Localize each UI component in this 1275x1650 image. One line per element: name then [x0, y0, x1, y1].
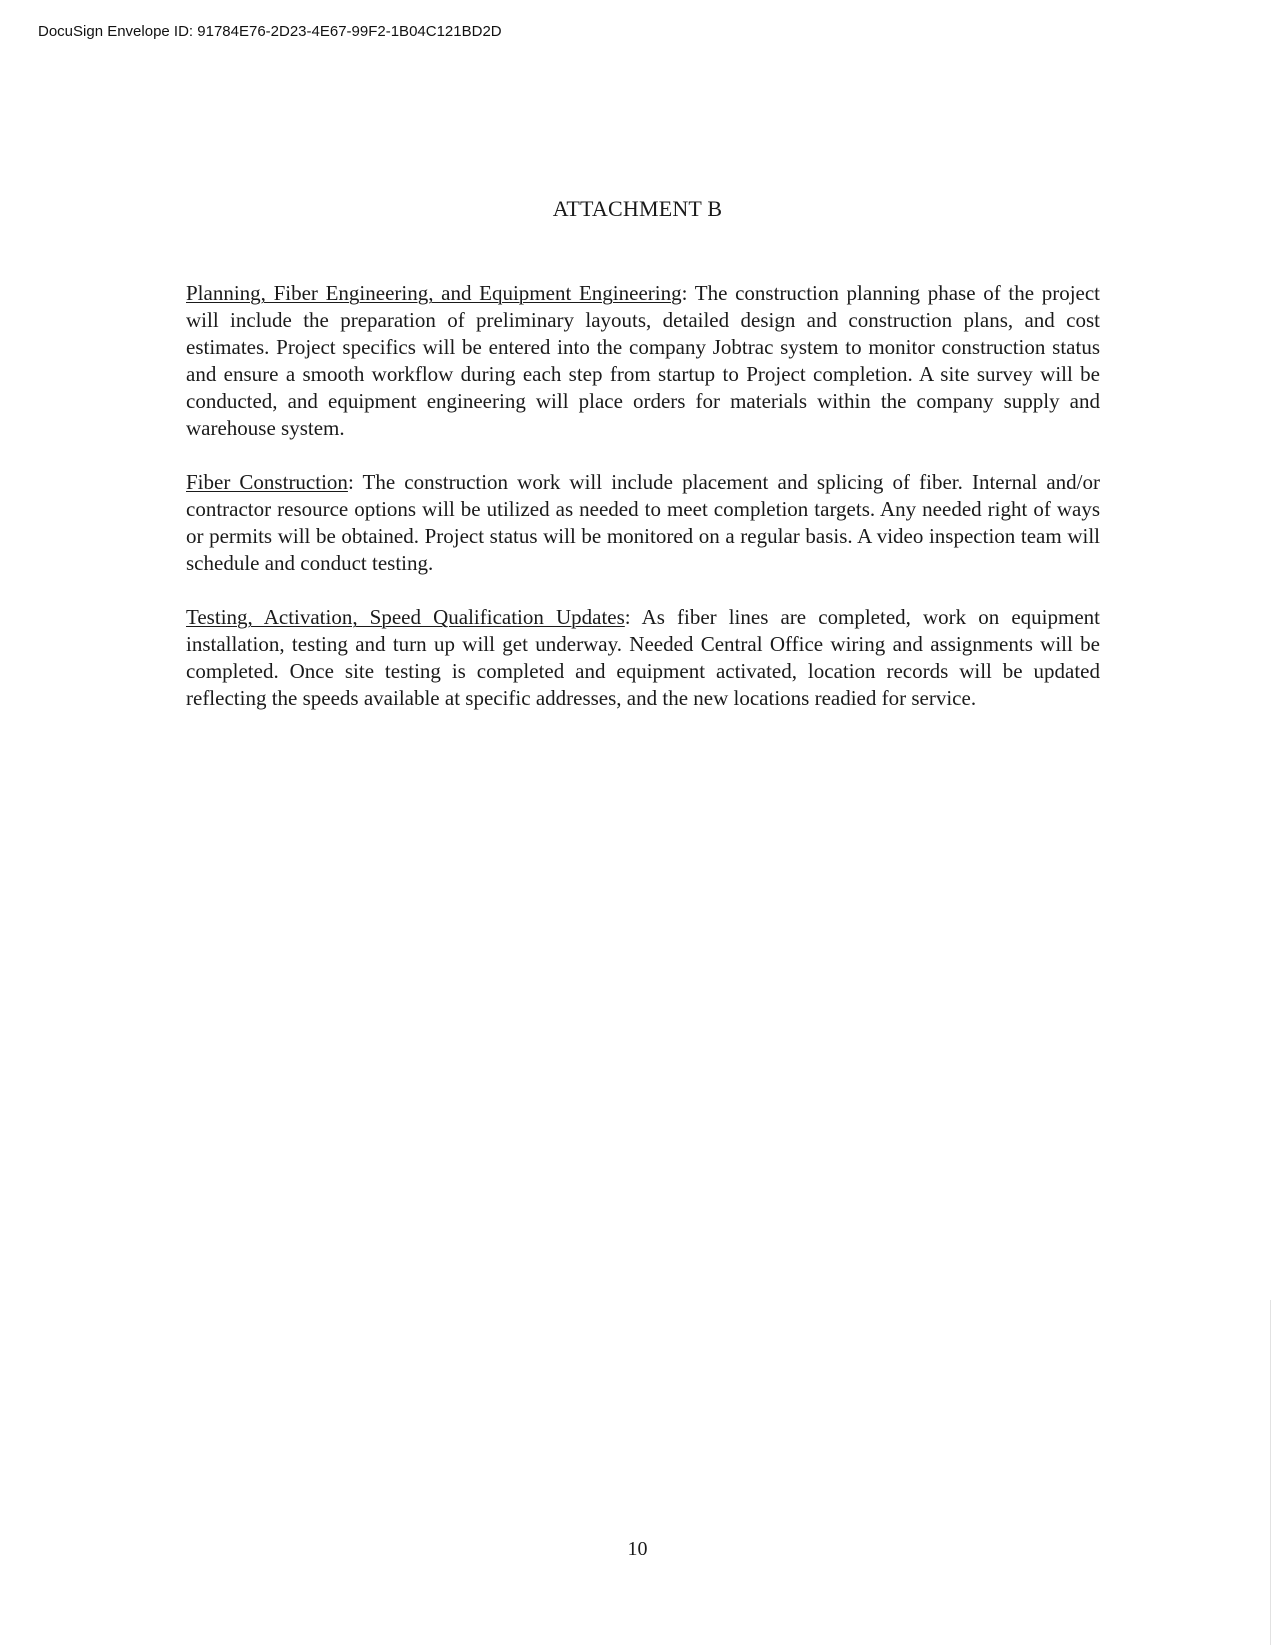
section-planning [186, 280, 1100, 442]
section-text-planning: The construction planning phase of the project will include the preparation of preliminary layouts, detailed design and construction plans, and cost estimates. Project specifics will be entered into the company Jobtrac system to monitor construction status and ensure a smooth workflow during each step from startup to Project completion. A site survey will be conducted, and equipment engineering will place orders for materials within the company supply and warehouse system. [186, 281, 1101, 440]
section-heading-testing: Testing, Activation, Speed Qualification Updates [186, 605, 625, 629]
page-number: 10 [627, 1538, 648, 1560]
section-separator: : [624, 605, 642, 629]
section-heading-planning: Planning, Fiber Engineering, and Equipment Engineering [186, 281, 682, 305]
section-heading-fiber-construction: Fiber Construction [186, 470, 348, 494]
section-testing [186, 604, 1100, 712]
section-text-fiber-construction: The construction work will include placement and splicing of fiber. Internal and/or contractor resource options will be utilized as needed to meet completion targets. Any needed right of ways or permits will be obtained. Project status will be monitored on a regular basis. A video inspection team will schedule and conduct testing. [186, 470, 1100, 575]
section-fiber-construction [186, 469, 1100, 577]
section-text-testing: As fiber lines are completed, work on equipment installation, testing and turn up will get underway. Needed Central Office wiring and assignments will be completed. Once site testing is completed and equipment activated, location records will be updated reflecting the speeds available at specific addresses, and the new locations readied for service. [186, 605, 1100, 710]
docusign-envelope-id: DocuSign Envelope ID: 91784E76-2D23-4E67-99F2-1B04C121BD2D [38, 23, 502, 40]
page-title: ATTACHMENT B [552, 196, 723, 221]
section-separator: : [347, 470, 363, 494]
scan-edge-line [1270, 1300, 1271, 1645]
section-separator: : [681, 281, 695, 305]
document-body [186, 280, 1100, 739]
